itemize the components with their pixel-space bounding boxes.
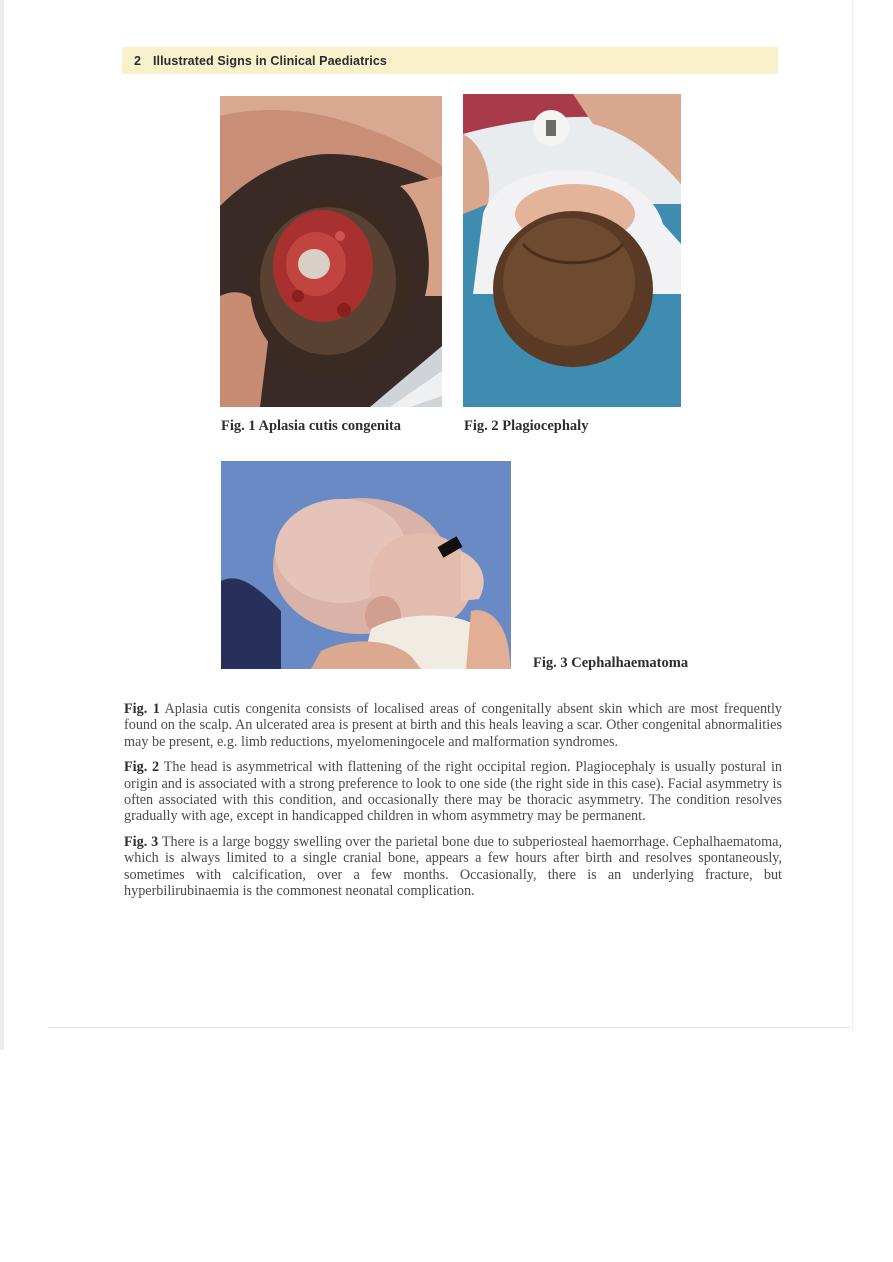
figure-3-label: Fig. 3 — [533, 655, 568, 671]
figure-1-photo — [220, 96, 442, 407]
figure-2-title: Plagiocephaly — [502, 418, 589, 434]
running-title: Illustrated Signs in Clinical Paediatrics — [152, 53, 387, 68]
paragraph-fig-2 — [124, 759, 782, 825]
running-header — [122, 47, 778, 74]
figure-1-title: Aplasia cutis congenita — [258, 418, 402, 434]
paragraph-3-ref: Fig. 3 — [124, 833, 159, 850]
paragraph-1-text: Aplasia cutis congenita consists of localised areas of congenitally absent skin which are most frequently found on the scalp. An ulcerated area is present at birth and this heals leaving a scar. Other congenital abnormalities may be present, e.g. limb reductions, myelomeningocele and malformation syndromes. — [124, 701, 783, 750]
figure-3-photo — [221, 461, 511, 669]
scan-bottom-line — [48, 1027, 851, 1028]
paragraph-2-text: The head is asymmetrical with flattening of the right occipital region. Plagiocephaly is usually postural in origin and is associated with a strong preference to look to one side (the right side in this case). Facial asymmetry is often associated with this condition, and occasionally there may be thoracic asymmetry. The condition resolves gradually with age, except in handicapped children in whom asymmetry may be permanent. — [124, 759, 783, 825]
figure-1-label: Fig. 1 — [221, 418, 256, 434]
page-number: 2 — [134, 53, 141, 68]
figure-3-title: Cephalhaematoma — [571, 655, 689, 671]
scan-edge-left — [0, 0, 4, 1050]
paragraph-3-text: There is a large boggy swelling over the parietal bone due to subperiosteal haemorrhage. Cephalhaematoma, which is always limited to a single cranial bone, appears a few hours after birth and resolves spontaneously, sometimes with calcification, over a few months. Occasionally, there is an underlying fracture, but hyperbilirubinaemia is the commonest neonatal complication. — [124, 833, 783, 900]
scan-edge-right — [852, 0, 853, 1030]
paragraph-2-ref: Fig. 2 — [124, 759, 160, 776]
paragraph-fig-3 — [124, 834, 782, 900]
figure-2-photo — [463, 94, 681, 407]
body-text — [124, 701, 782, 908]
paragraph-fig-1 — [124, 701, 782, 750]
figure-2-label: Fig. 2 — [464, 418, 499, 434]
paragraph-1-ref: Fig. 1 — [124, 701, 160, 717]
figure-3-caption — [533, 655, 688, 672]
figure-2-caption — [464, 418, 588, 435]
figure-1-caption — [221, 418, 401, 435]
